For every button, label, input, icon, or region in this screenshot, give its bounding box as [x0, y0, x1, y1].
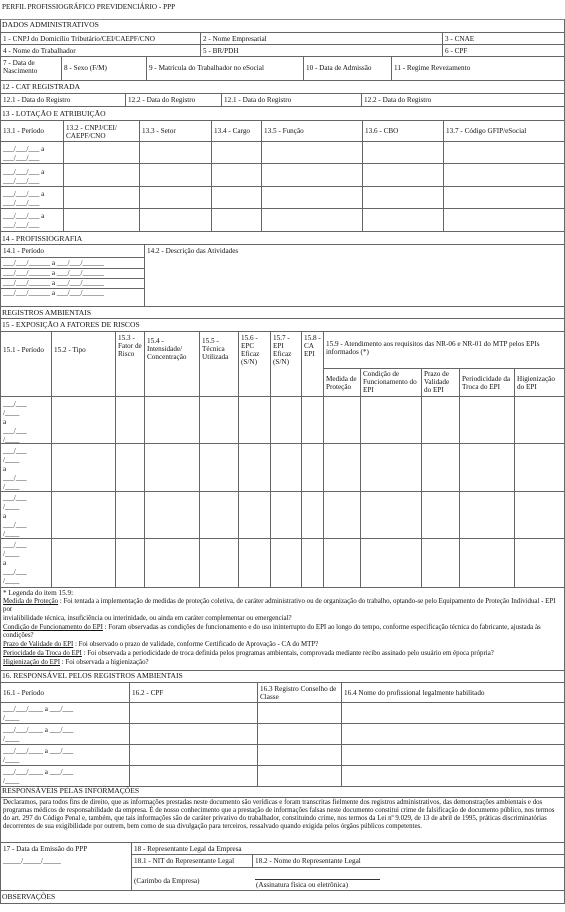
section-prof-header: 14 - PROFISSIOGRAFIA [2, 234, 83, 243]
company-stamp-label: (Carimbo da Empresa) [134, 877, 200, 885]
section-admin-header: DADOS ADMINISTRATIVOS [2, 20, 99, 29]
exp-row-4-p4: ___/___ [3, 568, 27, 576]
exp-row-1-p3: a [3, 418, 7, 426]
lotacao-cnpj-header: 13.2 - CNPJ/CEI/ CAEPF/CNO [66, 124, 117, 141]
legend-item-5: Higienização do EPI : Foi observada a higienização? [3, 659, 149, 666]
exp-row-3-p2: /____ [3, 503, 20, 511]
resp-row-3-a: ___/___/____ a ___/___ [3, 747, 74, 755]
exp-row-1-p1: ___/___ [3, 400, 27, 408]
resp-row-3-b: /____ [3, 756, 20, 764]
exposure-factor-header: 15.3 - Fator de Risco [118, 334, 142, 359]
exposure-period-header: 15.1 - Período [3, 346, 44, 354]
field-sex-label: 8 - Sexo (F/M) [64, 64, 107, 72]
exp-row-3-p1: ___/___ [3, 494, 27, 502]
exp-row-1-p4: ___/___ [3, 427, 27, 435]
prof-row-4: ___/___/______ a ___/___/______ [3, 289, 105, 297]
lotacao-row-4-start: ___/___/___ a [3, 212, 45, 220]
prof-description-header: 14.2 - Descrição das Atividades [147, 247, 239, 255]
legend-intro: * Legenda do item 15.9: [3, 589, 74, 597]
lotacao-function-header: 13.5 - Função [264, 127, 304, 135]
cat-date-4: 12.2 - Data do Registro [364, 96, 432, 104]
field-admission-date-label: 10 - Data de Admissão [306, 64, 372, 72]
legend-item-3: Prazo de Validade do EPI : Foi observado o prazo de validade, conforme Certificado de Aprovação - CA do MTP? [3, 641, 319, 648]
resp-row-4-a: ___/___/____ a ___/___ [3, 768, 74, 776]
epi-validity-header: Prazo de Validade do EPI [424, 370, 450, 395]
exp-row-3-p4: ___/___ [3, 521, 27, 529]
exposure-intensity-header: 15.4 - Intensidade/ Concentração [147, 337, 187, 362]
declaration-text: Declaramos, para todos fins de direito, que as informações prestadas neste documento são verídicas e foram transcritas fielmente dos registros administrativos, das demonstrações ambientais e dos programas médicos de responsabilidade da empresa. É de nosso conhecimento que a prestação de informações falsas neste documento constitui crime de falsificação de documento público, nos termos do art. 297 do Código Penal e, também, que tais informações são de caráter privativo do trabalhador, constituindo crime, nos termos da Lei nº 9.029, de 13 de abril de 1995, práticas discriminatórias decorrentes de sua exigibilidade por outrem, bem como de sua divulgação para terceiros, ressalvado quando exigida pelos órgãos públicos competentes. [3, 799, 555, 830]
exposure-nr-header: 15.9 - Atendimento aos requisitos das NR-06 e NR-01 do MTP pelos EPIs informados (*) [326, 340, 540, 357]
prof-row-1: ___/___/______ a ___/___/______ [3, 259, 105, 267]
legend-item-1: Medida de Proteção : Foi tentada a implementação de medidas de proteção coletiva, de caráter administrativo ou de organização do trabalho, optando-se pelo Equipamento de Proteção Individual - EPI por [3, 598, 556, 613]
field-worker-name-label: 4 - Nome do Trabalhador [3, 47, 76, 55]
exp-row-4-p2: /____ [3, 550, 20, 558]
field-esocial-label: 9 - Matrícula do Trabalhador no eSocial [149, 64, 264, 72]
lotacao-row-1-end: ___/___/___ [3, 154, 40, 162]
exposure-epc-header: 15.6 - EPC Eficaz (S/N) [241, 334, 260, 367]
lotacao-period-header: 13.1 - Período [3, 127, 44, 135]
field-br-pdh-label: 5 - BR/PDH [203, 47, 239, 55]
legend-item-2: Condição de Funcionamento do EPI : Foram observadas as condições de funcionamento e do uso ininterrupto do EPI ao longo do tempo, conforme especificação técnica do fabricante, ajustada às condições? [3, 624, 541, 639]
exposure-type-header: 15.2 - Tipo [54, 346, 86, 354]
lotacao-position-header: 13.4 - Cargo [214, 127, 251, 135]
cat-date-3: 12.1 - Data do Registro [224, 96, 292, 104]
resp-row-2-b: /____ [3, 735, 20, 743]
field-birth-date-label: 7 - Data de Nascimento [3, 59, 38, 76]
legal-rep-label: 18 - Representante Legal da Empresa [134, 845, 242, 853]
lotacao-row-1-start: ___/___/___ a [3, 145, 45, 153]
exp-row-4-p5: /____ [3, 577, 20, 585]
lotacao-row-4-end: ___/___/___ [3, 221, 40, 229]
field-shift-regime-label: 11 - Regime Revezamento [394, 64, 471, 72]
legal-rep-nit-label: 18.1 - NIT do Representante Legal [134, 857, 235, 865]
lotacao-row-2-end: ___/___/___ [3, 177, 40, 185]
resp-period-header: 16.1 - Período [3, 689, 44, 697]
exp-row-2-p2: /____ [3, 456, 20, 464]
field-cpf-label: 6 - CPF [445, 47, 468, 55]
field-cnpj-label: 1 - CNPJ do Domicílio Tributário/CEI/CAEPF/CNO [3, 35, 155, 43]
exposure-ca-header: 15.8 - CA EPI [304, 334, 321, 359]
document-title: PERFIL PROFISSIOGRÁFICO PREVIDENCIÁRIO - PPP [2, 3, 176, 11]
signature-label: (Assinatura física ou eletrônica) [256, 881, 349, 889]
exp-row-4-p1: ___/___ [3, 541, 27, 549]
section-cat-header: 12 - CAT REGISTRADA [2, 82, 81, 91]
legend-item-4: Periocidade da Troca do EPI : Foi observada a periodicidade de troca definida pelos programas ambientais, comprovada mediante recibo assinado pelo usuário em época própria? [3, 650, 494, 657]
field-cnae-label: 3 - CNAE [445, 35, 475, 43]
exp-row-1-p5: /____ [3, 436, 20, 444]
exp-row-2-p5: /____ [3, 483, 20, 491]
section-registros-header: REGISTROS AMBIENTAIS [2, 308, 92, 317]
exp-row-2-p4: ___/___ [3, 474, 27, 482]
prof-row-2: ___/___/______ a ___/___/______ [3, 269, 105, 277]
epi-hygiene-header: Higienização do EPI [517, 375, 555, 392]
lotacao-cbo-header: 13.6 - CBO [365, 127, 399, 135]
legal-rep-name-label: 18.2 - Nome do Representante Legal [255, 857, 361, 865]
exp-row-3-p5: /____ [3, 530, 20, 538]
resp-row-1-b: /____ [3, 714, 20, 722]
issue-date-value: _____/_____/_____ [3, 857, 61, 865]
resp-row-4-b: /____ [3, 777, 20, 785]
resp-row-2-a: ___/___/____ a ___/___ [3, 726, 74, 734]
lotacao-row-3-start: ___/___/___ a [3, 190, 45, 198]
epi-protection-measure-header: Medida de Proteção [326, 375, 357, 392]
exp-row-2-p3: a [3, 465, 7, 473]
epi-exchange-header: Periodicidade da Troca do EPI [462, 375, 511, 392]
epi-functioning-header: Condição de Funcionamento do EPI [363, 370, 417, 395]
lotacao-row-2-start: ___/___/___ a [3, 168, 45, 176]
exposure-epi-header: 15.7 - EPI Eficaz (S/N) [273, 334, 292, 367]
section-observations-header: OBSERVAÇÕES [2, 892, 56, 901]
lotacao-sector-header: 13.3 - Setor [142, 127, 176, 135]
cat-date-2: 12.2 - Data do Registro [128, 96, 196, 104]
cat-date-1: 12.1 - Data do Registro [3, 96, 71, 104]
exp-row-4-p3: a [3, 559, 7, 567]
resp-row-1-a: ___/___/____ a ___/___ [3, 705, 74, 713]
lotacao-row-3-end: ___/___/___ [3, 199, 40, 207]
section-exposure-header: 15 - EXPOSIÇÃO A FATORES DE RISCOS [2, 320, 140, 329]
legend-item-1-cont: invialibilidade técnica, insuficiência ou interinidade, ou ainda em caráter complementar ou emergencial? [3, 615, 292, 622]
field-company-name-label: 2 - Nome Empresarial [203, 35, 267, 43]
resp-council-header: 16.3 Registro Conselho de Classe [260, 685, 337, 702]
resp-name-header: 16.4 Nome do profissional legalmente habilitado [344, 689, 485, 697]
exp-row-1-p2: /____ [3, 409, 20, 417]
exposure-technique-header: 15.5 - Técnica Utilizada [202, 337, 229, 362]
exp-row-3-p3: a [3, 512, 7, 520]
section-info-header: RESPONSÁVEIS PELAS INFORMAÇÕES [2, 786, 140, 795]
exp-row-2-p1: ___/___ [3, 447, 27, 455]
resp-cpf-header: 16.2 - CPF [132, 689, 164, 697]
section-resp-header: 16. RESPONSÁVEL PELOS REGISTROS AMBIENTAIS [2, 671, 183, 680]
prof-period-header: 14.1 - Período [3, 247, 44, 255]
lotacao-gfip-header: 13.7 - Código GFIP/eSocial [446, 127, 527, 135]
section-lotacao-header: 13 - LOTAÇÃO E ATRIBUIÇÃO [2, 109, 106, 118]
prof-row-3: ___/___/______ a ___/___/______ [3, 279, 105, 287]
issue-date-label: 17 - Data da Emissão do PPP [3, 845, 88, 853]
